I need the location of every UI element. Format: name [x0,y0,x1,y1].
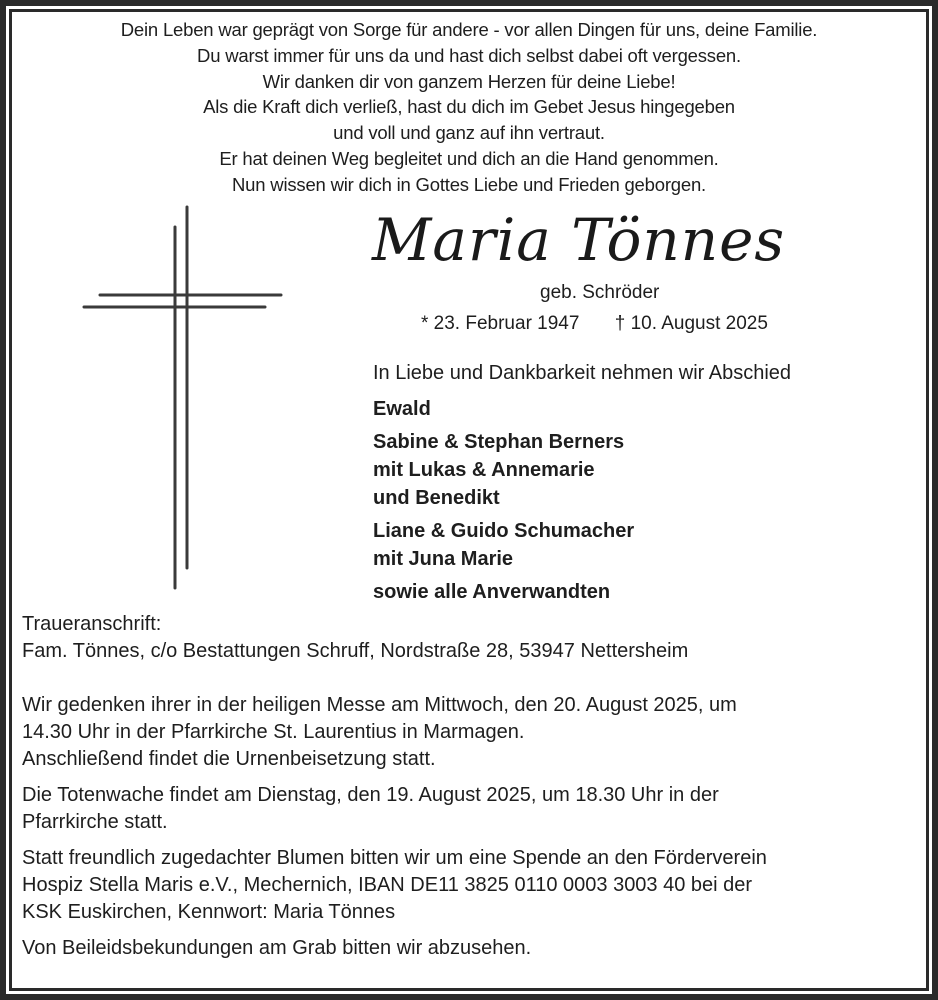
mourner-line: mit Juna Marie [373,548,514,570]
birth-date: * 23. Februar 1947 [421,313,580,334]
text-line: Wir gedenken ihrer in der heiligen Messe am Mittwoch, den 20. August 2025, um [22,694,737,716]
text-line: Die Totenwache findet am Dienstag, den 19. August 2025, um 18.30 Uhr in der [22,784,719,806]
mourner-line: mit Lukas & Annemarie [373,459,595,481]
life-dates [421,313,768,335]
mourner-line: Ewald [373,398,431,420]
mourners-list [373,361,791,611]
mourner-line: Liane & Guido Schumacher [373,520,635,542]
mass-paragraph [22,692,902,773]
mourner-group [373,428,791,512]
mourner-group [373,578,791,606]
text-line: Anschließend findet die Urnenbeisetzung statt. [22,748,436,770]
text-line: Von Beileidsbekundungen am Grab bitten wir abzusehen. [22,937,532,959]
poem-line: Dein Leben war geprägt von Sorge für andere - vor allen Dingen für uns, deine Familie. [120,19,818,40]
birth-name: geb. Schröder [540,282,660,303]
poem-line: Wir danken dir von ganzem Herzen für deine Liebe! [262,70,676,92]
text-line: 14.30 Uhr in der Pfarrkirche St. Laurentius in Marmagen. [22,721,525,743]
cross-icon [0,190,360,610]
wake-paragraph [22,782,902,836]
mourning-address [22,611,688,665]
deceased-name: Maria Tönnes [372,206,786,274]
memorial-poem [0,17,938,198]
text-line: Hospiz Stella Maris e.V., Mechernich, IBAN DE11 3825 0110 0003 3003 40 bei der [22,874,753,896]
death-date: † 10. August 2025 [614,313,768,334]
service-info [22,692,902,971]
poem-line: Du warst immer für uns da und hast dich selbst dabei oft vergessen. [197,44,741,66]
poem-line: und voll und ganz auf ihn vertraut. [333,122,605,144]
mourner-line: und Benedikt [373,487,500,509]
donation-paragraph [22,845,902,926]
mourner-group [373,395,791,423]
text-line: KSK Euskirchen, Kennwort: Maria Tönnes [22,901,396,923]
text-line: Statt freundlich zugedachter Blumen bitten wir um eine Spende an den Förderverein [22,847,767,869]
poem-line: Er hat deinen Weg begleitet und dich an die Hand genommen. [219,147,719,169]
mourner-group [373,517,791,573]
poem-line: Als die Kraft dich verließ, hast du dich im Gebet Jesus hingegeben [203,96,735,118]
condolence-paragraph [22,935,902,962]
mourner-line: Sabine & Stephan Berners [373,431,625,453]
mourner-line: sowie alle Anverwandten [373,581,611,603]
address-label: Traueranschrift: [22,613,162,635]
text-line: Pfarrkirche statt. [22,811,168,833]
poem-line: Nun wissen wir dich in Gottes Liebe und Frieden geborgen. [232,173,706,195]
farewell-intro: In Liebe und Dankbarkeit nehmen wir Abschied [373,362,792,384]
address-value: Fam. Tönnes, c/o Bestattungen Schruff, Nordstraße 28, 53947 Nettersheim [22,640,689,662]
